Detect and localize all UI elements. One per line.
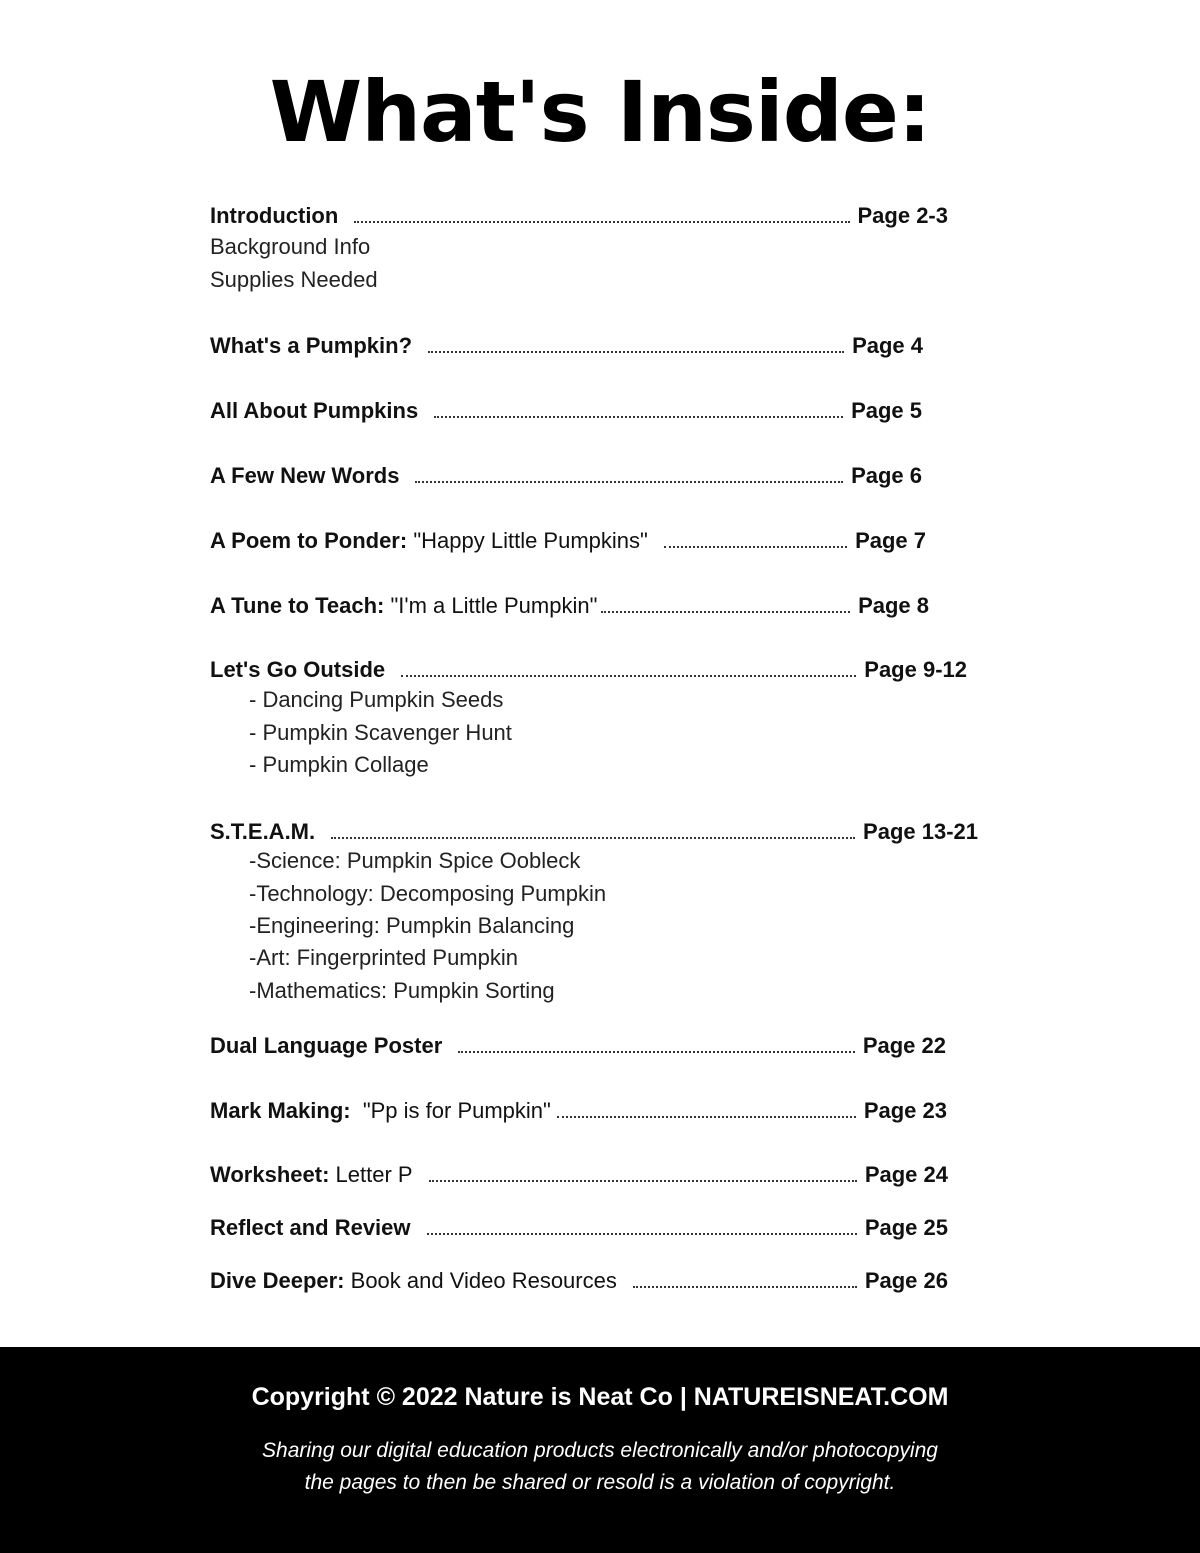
toc-label: Mark Making:	[210, 1098, 351, 1123]
toc-detail: "Happy Little Pumpkins"	[413, 528, 648, 553]
dot-leader	[434, 416, 843, 418]
toc-label: Dual Language Poster	[210, 1033, 443, 1058]
toc-label: Let's Go Outside	[210, 657, 386, 682]
toc-page-number: Page 22	[862, 1033, 946, 1058]
toc-label: Introduction	[210, 203, 339, 228]
toc-page-number: Page 26	[864, 1268, 948, 1293]
toc-subitem: -Art: Fingerprinted Pumpkin	[249, 945, 518, 970]
toc-detail: "I'm a Little Pumpkin"	[390, 593, 598, 618]
toc-subitem: -Mathematics: Pumpkin Sorting	[249, 978, 555, 1003]
toc-subitem: Supplies Needed	[210, 267, 378, 292]
toc-entry-whats-a-pumpkin[interactable]	[210, 328, 923, 360]
dot-leader	[664, 546, 847, 548]
toc-entry-tune[interactable]	[210, 588, 929, 620]
toc-page-number: Page 7	[855, 528, 926, 553]
toc-subitem: - Pumpkin Collage	[249, 752, 429, 777]
toc-label: A Poem to Ponder:	[210, 528, 408, 553]
toc-page-number: Page 4	[852, 333, 923, 358]
dot-leader	[429, 1180, 857, 1182]
toc-detail: Letter P	[335, 1162, 413, 1187]
toc-label: Worksheet:	[210, 1162, 330, 1187]
dot-leader	[401, 675, 856, 677]
toc-subitem: -Engineering: Pumpkin Balancing	[249, 913, 575, 938]
toc-entry-worksheet[interactable]	[210, 1157, 948, 1189]
dot-leader	[427, 1233, 857, 1235]
dot-leader	[354, 221, 849, 223]
toc-page-number: Page 23	[863, 1098, 947, 1123]
toc-label: What's a Pumpkin?	[210, 333, 413, 358]
toc-page-number: Page 6	[851, 463, 922, 488]
toc-entry-few-new-words[interactable]	[210, 458, 922, 490]
dot-leader	[458, 1051, 855, 1053]
toc-label: A Few New Words	[210, 463, 400, 488]
toc-detail: Book and Video Resources	[350, 1268, 617, 1293]
copyright-footer	[0, 1347, 1200, 1553]
footer-copyright: Copyright © 2022 Nature is Neat Co | NATUREISNEAT.COM	[251, 1383, 949, 1411]
dot-leader	[601, 611, 850, 613]
toc-page-number: Page 13-21	[863, 819, 978, 844]
footer-notice	[0, 1435, 1200, 1499]
dot-leader	[557, 1116, 856, 1118]
toc-entry-dive-deeper[interactable]	[210, 1263, 948, 1295]
toc-page-number: Page 5	[851, 398, 922, 423]
footer-notice-line: the pages to then be shared or resold is a violation of copyright.	[304, 1471, 896, 1494]
toc-detail: "Pp is for Pumpkin"	[362, 1098, 551, 1123]
toc-entry-reflect-and-review[interactable]	[210, 1210, 948, 1242]
toc-label: Dive Deeper:	[210, 1268, 345, 1293]
toc-entry-lets-go-outside[interactable]	[210, 652, 967, 684]
toc-entry-mark-making[interactable]	[210, 1093, 947, 1125]
toc-entry-dual-language-poster[interactable]	[210, 1028, 946, 1060]
toc-subitem: -Technology: Decomposing Pumpkin	[249, 881, 607, 906]
toc-label: All About Pumpkins	[210, 398, 419, 423]
toc-entry-poem[interactable]	[210, 523, 926, 555]
dot-leader	[633, 1286, 857, 1288]
footer-notice-line: Sharing our digital education products electronically and/or photocopying	[262, 1439, 938, 1462]
toc-label: S.T.E.A.M.	[210, 819, 316, 844]
toc-subitem: - Pumpkin Scavenger Hunt	[249, 720, 512, 745]
toc-subitem: - Dancing Pumpkin Seeds	[249, 687, 504, 712]
toc-label: A Tune to Teach:	[210, 593, 385, 618]
toc-subitem: -Science: Pumpkin Spice Oobleck	[249, 848, 581, 873]
toc-page-number: Page 24	[864, 1162, 948, 1187]
toc-label: Reflect and Review	[210, 1215, 411, 1240]
dot-leader	[428, 351, 844, 353]
toc-page-number: Page 9-12	[864, 657, 967, 682]
toc-subitem: Background Info	[210, 234, 371, 259]
toc-page-number: Page 8	[858, 593, 929, 618]
dot-leader	[415, 481, 843, 483]
page-title: What's Inside:	[269, 63, 931, 161]
toc-entry-all-about-pumpkins[interactable]	[210, 393, 922, 425]
toc-entry-introduction[interactable]	[210, 198, 948, 230]
toc-page-number: Page 2-3	[857, 203, 948, 228]
dot-leader	[331, 837, 855, 839]
toc-entry-steam[interactable]	[210, 814, 978, 846]
toc-page-number: Page 25	[864, 1215, 948, 1240]
